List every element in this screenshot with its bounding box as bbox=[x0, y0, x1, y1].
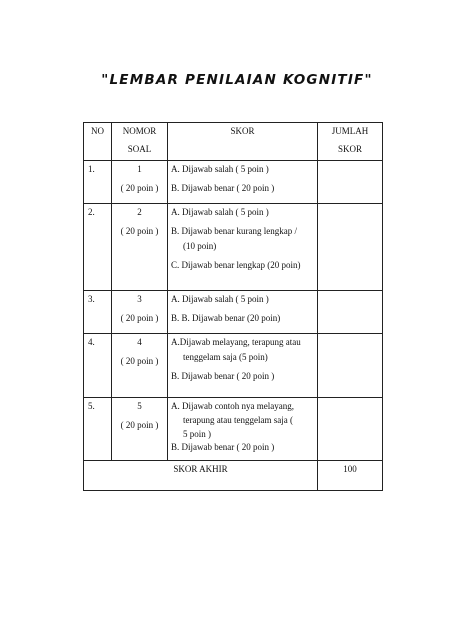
criteria-option: B. Dijawab benar ( 20 poin ) bbox=[171, 183, 275, 193]
table-header-row bbox=[84, 123, 383, 161]
header-jumlah-skor: JUMLAH SKOR bbox=[318, 123, 383, 161]
header-nomor-soal: NOMOR SOAL bbox=[112, 123, 168, 161]
table-row bbox=[84, 291, 383, 334]
total-score-cell bbox=[318, 161, 383, 204]
final-score-label: SKOR AKHIR bbox=[84, 461, 318, 491]
assessment-table bbox=[83, 122, 383, 491]
row-number: 3. bbox=[84, 291, 112, 334]
header-skor: SKOR bbox=[168, 123, 318, 161]
criteria-option: B. Dijawab benar ( 20 poin ) bbox=[171, 371, 275, 381]
question-cell bbox=[112, 334, 168, 398]
criteria-option: B. Dijawab benar kurang lengkap / (10 poin) bbox=[171, 226, 297, 251]
page-title: "LEMBAR PENILAIAN KOGNITIF" bbox=[101, 72, 373, 88]
question-number: 1 bbox=[137, 164, 142, 174]
score-criteria bbox=[168, 204, 318, 291]
total-score-cell bbox=[318, 334, 383, 398]
final-score-value: 100 bbox=[318, 461, 383, 491]
table-row bbox=[84, 204, 383, 291]
question-cell bbox=[112, 204, 168, 291]
row-number: 5. bbox=[84, 398, 112, 461]
question-number: 2 bbox=[137, 207, 142, 217]
question-number: 5 bbox=[137, 401, 142, 411]
criteria-option: A. Dijawab salah ( 5 poin ) bbox=[171, 294, 269, 304]
criteria-option: A. Dijawab contoh nya melayang, terapung atau tenggelam saja ( 5 poin ) bbox=[171, 401, 294, 439]
criteria-option: B. Dijawab benar ( 20 poin ) bbox=[171, 442, 275, 452]
criteria-option: A. Dijawab salah ( 5 poin ) bbox=[171, 164, 269, 174]
final-score-row bbox=[84, 461, 383, 491]
question-points: ( 20 poin ) bbox=[120, 356, 159, 366]
header-no: NO bbox=[84, 123, 112, 161]
row-number: 2. bbox=[84, 204, 112, 291]
score-criteria bbox=[168, 334, 318, 398]
question-points: ( 20 poin ) bbox=[120, 226, 159, 236]
score-criteria bbox=[168, 291, 318, 334]
total-score-cell bbox=[318, 398, 383, 461]
criteria-option: B. B. Dijawab benar (20 poin) bbox=[171, 313, 281, 323]
table-row bbox=[84, 161, 383, 204]
table-row bbox=[84, 398, 383, 461]
total-score-cell bbox=[318, 204, 383, 291]
score-criteria bbox=[168, 161, 318, 204]
criteria-option: A.Dijawab melayang, terapung atau tenggelam saja (5 poin) bbox=[171, 337, 301, 362]
row-number: 4. bbox=[84, 334, 112, 398]
row-number: 1. bbox=[84, 161, 112, 204]
table-row bbox=[84, 334, 383, 398]
question-points: ( 20 poin ) bbox=[120, 183, 159, 193]
question-number: 3 bbox=[137, 294, 142, 304]
score-criteria bbox=[168, 398, 318, 461]
criteria-option: C. Dijawab benar lengkap (20 poin) bbox=[171, 260, 301, 270]
question-cell bbox=[112, 161, 168, 204]
question-cell bbox=[112, 398, 168, 461]
question-points: ( 20 poin ) bbox=[120, 420, 159, 430]
question-cell bbox=[112, 291, 168, 334]
total-score-cell bbox=[318, 291, 383, 334]
question-points: ( 20 poin ) bbox=[120, 313, 159, 323]
question-number: 4 bbox=[137, 337, 142, 347]
criteria-option: A. Dijawab salah ( 5 poin ) bbox=[171, 207, 269, 217]
